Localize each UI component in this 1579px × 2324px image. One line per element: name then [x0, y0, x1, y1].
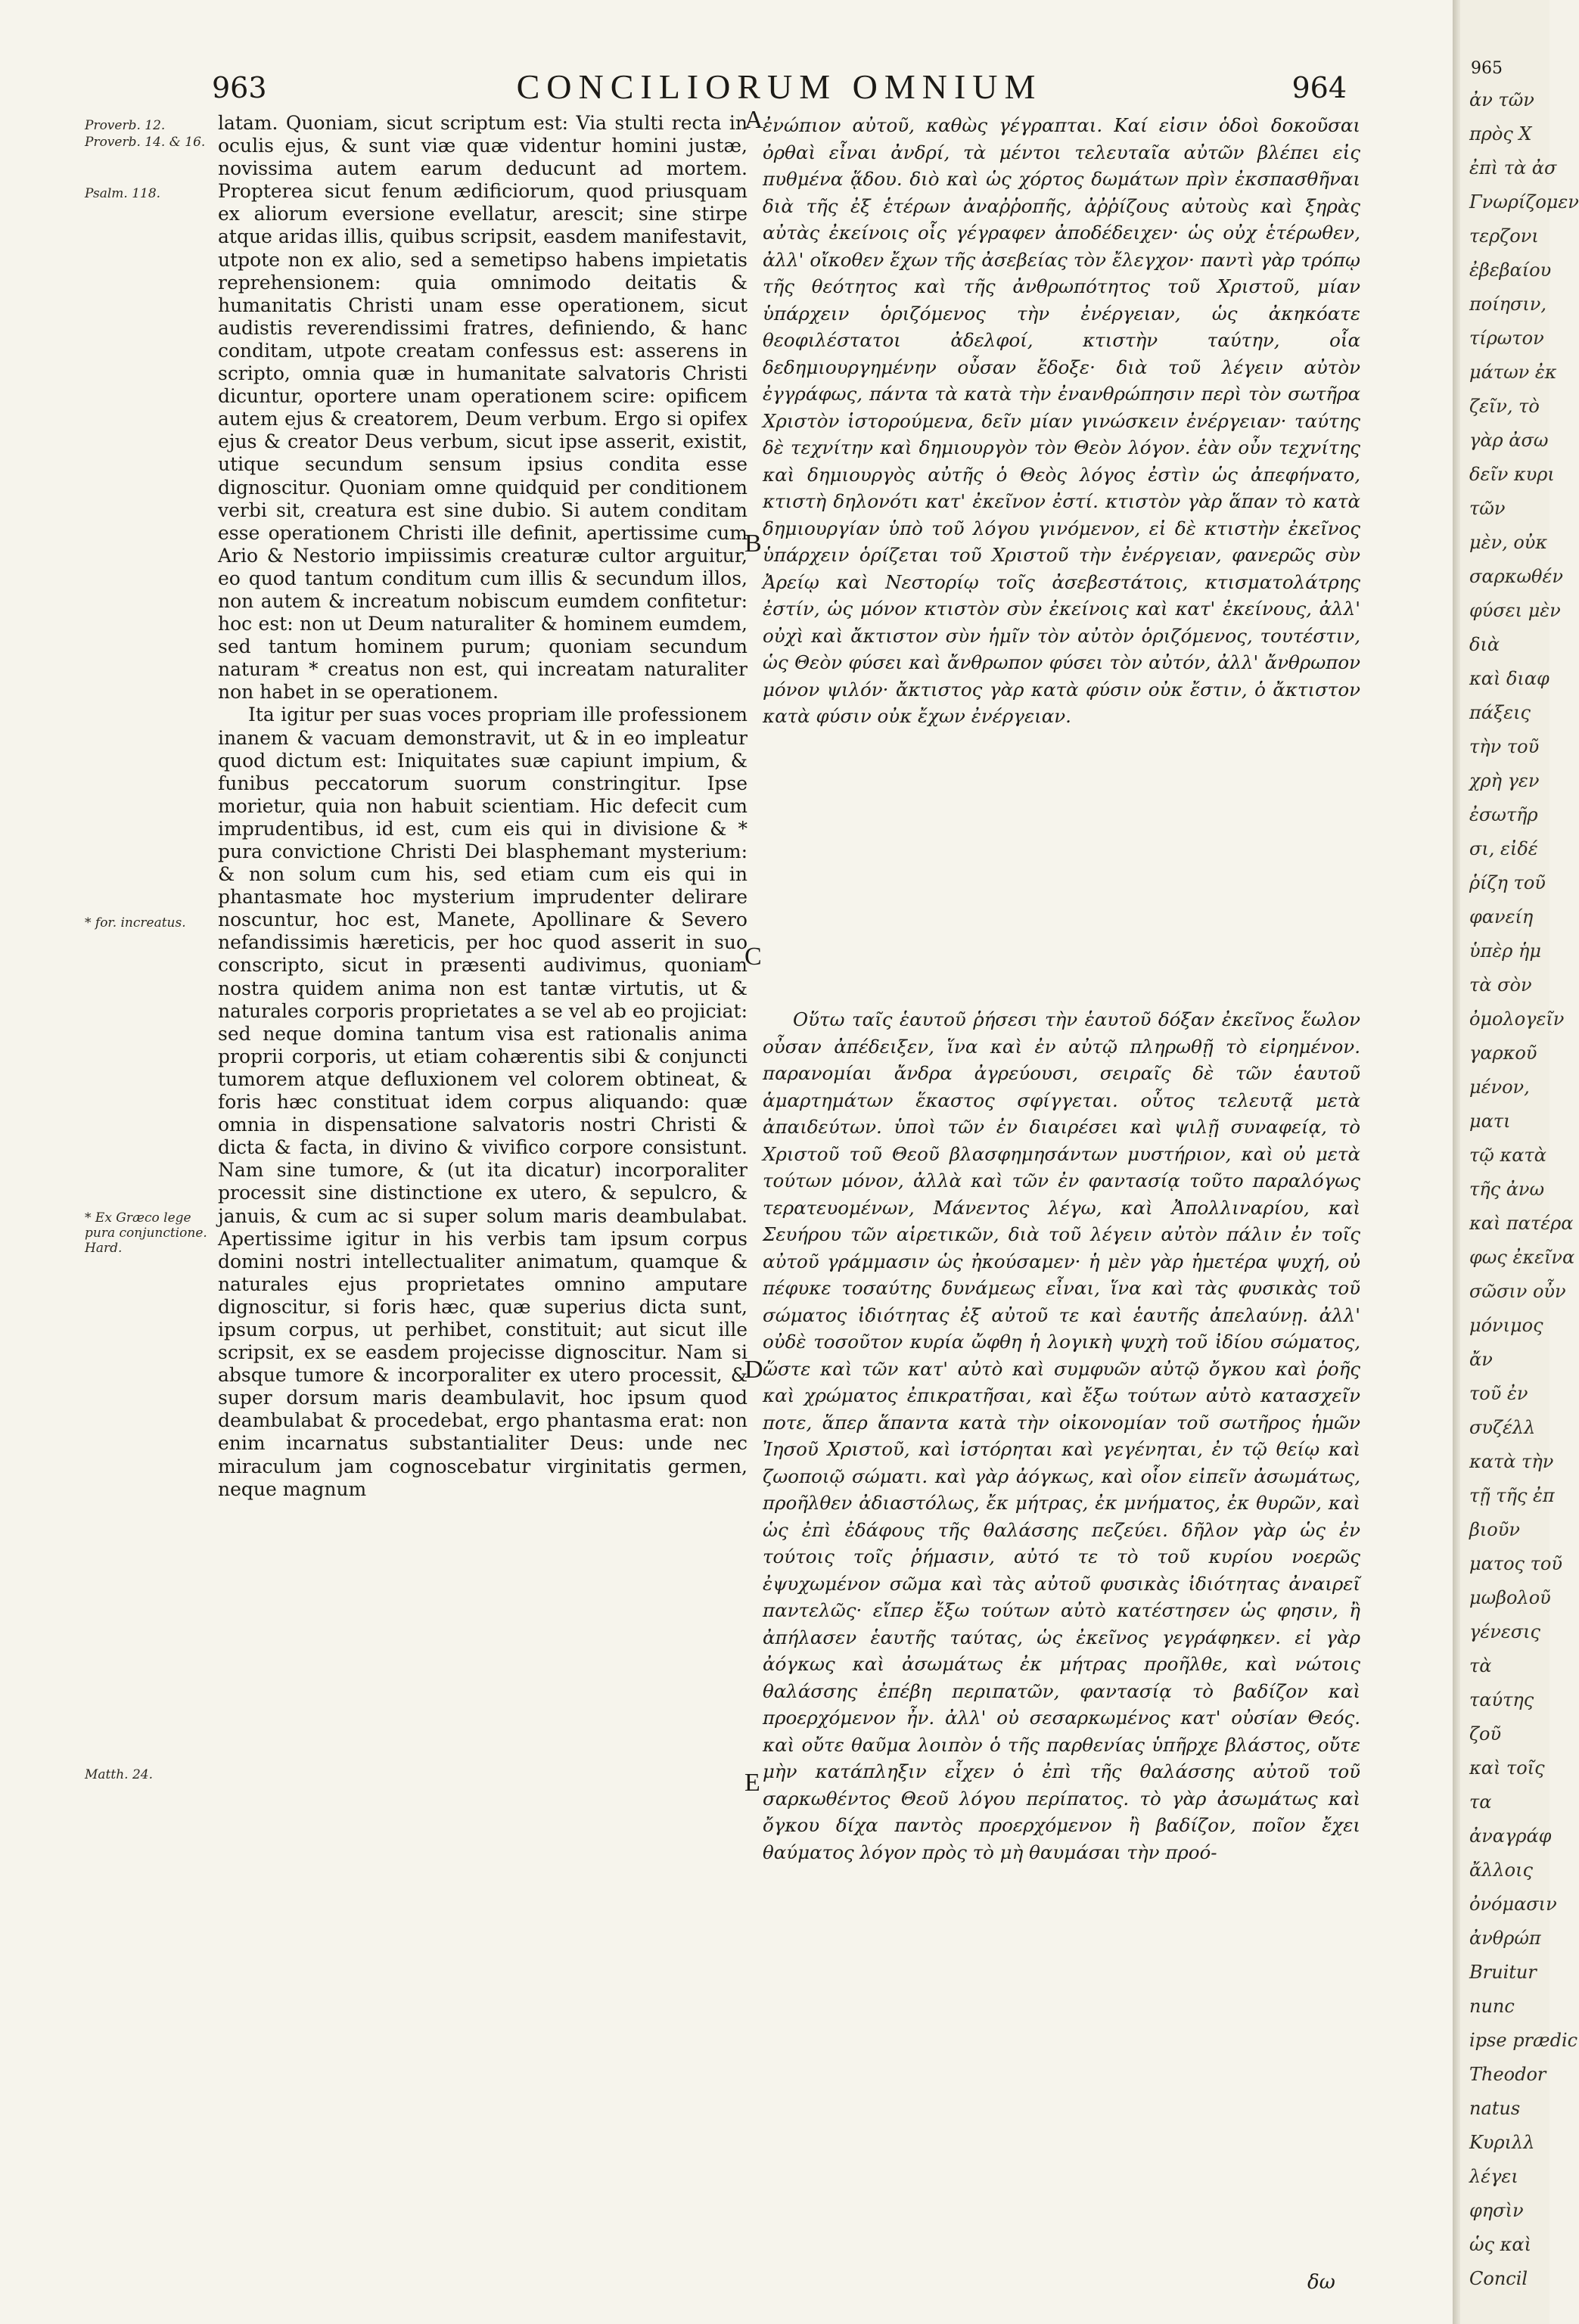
facing-page-line: τα	[1469, 1791, 1492, 1813]
facing-page-line: τὰ σὸν	[1469, 974, 1532, 996]
facing-page-line: ἀναγράφ	[1469, 1825, 1552, 1847]
facing-page-line: κατὰ τὴν	[1469, 1451, 1554, 1472]
facing-page-number: 965	[1471, 59, 1503, 78]
right-page-number: 964	[1291, 71, 1347, 104]
left-page-number: 963	[212, 71, 267, 104]
margin-note-hard: * Ex Græco lege pura conjunctione. Hard.	[85, 1210, 207, 1256]
section-mark-e: E	[744, 1769, 760, 1797]
facing-page-line: ματι	[1469, 1111, 1511, 1132]
facing-page-line: σῶσιν οὖν	[1469, 1281, 1566, 1302]
facing-page-line: τὴν τοῦ	[1469, 736, 1540, 757]
facing-page-line: χρὴ γεν	[1469, 770, 1540, 791]
section-mark-c: C	[744, 943, 762, 971]
facing-page-line: τερζονι	[1469, 225, 1539, 247]
greek-column-bottom	[763, 1006, 1360, 1866]
facing-page-line: μένον,	[1469, 1077, 1530, 1098]
section-mark-a: A	[744, 106, 763, 134]
catchword: δω	[1307, 2271, 1335, 2294]
facing-page-line: γὰρ ἀσω	[1469, 430, 1549, 451]
facing-page-line: ἀνθρώπ	[1469, 1928, 1541, 1949]
running-title: CONCILIORUM OMNIUM	[516, 67, 1043, 106]
facing-page-line: τῇ τῆς ἐπ	[1469, 1485, 1555, 1506]
facing-page-line: ἐπὶ τὰ ἀσ	[1469, 157, 1557, 179]
facing-page-line: ματος τοῦ	[1469, 1553, 1562, 1574]
facing-page-line: ζοῦ	[1469, 1723, 1502, 1745]
facing-page-line: μὲν, οὐκ	[1469, 532, 1548, 553]
facing-page-line: δεῖν κυρι	[1469, 464, 1555, 485]
facing-page-line: ἄλλοις	[1469, 1860, 1533, 1881]
facing-page-line: ταύτης	[1469, 1689, 1534, 1710]
facing-page-line: φύσει μὲν	[1469, 600, 1561, 621]
facing-page-line: μωβολοῦ	[1469, 1587, 1551, 1608]
margin-note-psalm: Psalm. 118.	[85, 186, 161, 201]
facing-page-line: φανείη	[1469, 906, 1534, 927]
facing-page-line: ὑπὲρ ἡμ	[1469, 940, 1541, 962]
facing-page-line: καὶ τοῖς	[1469, 1757, 1545, 1779]
facing-page-line: ἐσωτῆρ	[1469, 804, 1538, 825]
running-header	[212, 67, 1362, 112]
facing-page-line: ποίησιν,	[1469, 294, 1547, 315]
facing-page-line: τῆς ἀνω	[1469, 1179, 1545, 1200]
facing-page-line: καὶ διαφ	[1469, 668, 1549, 689]
facing-page-line: Concil	[1469, 2268, 1528, 2289]
latin-column	[218, 112, 748, 1501]
facing-page-line: γένεσις	[1469, 1621, 1540, 1642]
greek-paragraph: Οὕτω ταῖς ἑαυτοῦ ῥήσεσι τὴν ἑαυτοῦ δόξαν ἐκεῖνος ἕωλον οὖσαν ἀπέδειξεν, ἵνα καὶ ἐν αὐτῷ πληρωθῇ τὸ εἰρημένον. παρανομίαι ἄνδρα ἀγρεύουσι, σειραῖς δὲ τῶν ἑαυτοῦ ἁμαρτημάτων ἕκαστος σφίγγεται. οὗτος τελευτᾷ μετὰ ἀπαιδεύτων. ὑποὶ τῶν ἐν διαιρέσει καὶ ψιλῇ συναφείᾳ, τὸ Χριστοῦ τοῦ Θεοῦ βλασφημησάντων μυστήριον, καὶ οὐ μετὰ τούτων μόνον, ἀλλὰ καὶ τῶν ἐν φαντασίᾳ τοῦτο παραλόγως τερατευομένων, Μάνεντος λέγω, καὶ Ἀπολλιναρίου, καὶ Σευήρου τῶν αἱρετικῶν, διὰ τοῦ λέγειν αὐτὸν πάλιν ἐν τοῖς αὐτοῦ γράμμασιν ὡς ἠκούσαμεν· ἡ μὲν γὰρ ἡμετέρα ψυχή, οὐ πέφυκε τοσαύτης δυνάμεως εἶναι, ἵνα καὶ τὰς φυσικὰς τοῦ σώματος ἰδιότητας ἐξ αὐτοῦ τε καὶ ἑαυτῆς ἀπελαύνῃ. ἀλλ' οὐδὲ τοσοῦτον κυρία ὤφθη ἡ λογικὴ ψυχὴ τοῦ ἰδίου σώματος, ὥστε καὶ τῶν κατ' αὐτὸ καὶ συμφυῶν αὐτῷ ὄγκου καὶ ῥοῆς καὶ χρώματος ἐπικρατῆσαι, καὶ ἔξω τούτων αὐτὸ κατασχεῖν ποτε, ἅπερ ἅπαντα κατὰ τὴν οἰκονομίαν τοῦ σωτῆρος ἡμῶν Ἰησοῦ Χριστοῦ, καὶ ἱστόρηται καὶ γεγένηται, ἐν τῷ θείῳ καὶ ζωοποιῷ σώματι. καὶ γὰρ ἀόγκως, καὶ οἷον εἰπεῖν ἀσωμάτως, προῆλθεν ἀδιαστόλως, ἔκ μήτρας, ἐκ μνήματος, ἐκ θυρῶν, καὶ ὡς ἐπὶ ἐδάφους τῆς θαλάσσης πεζεύει. δῆλον γὰρ ὡς ἐν τούτοις τοῖς ῥήμασιν, αὐτό τε τὸ τοῦ κυρίου νοερῶς ἐψυχωμένον σῶμα καὶ τὰς αὐτοῦ φυσικὰς ἰδιότητας ἀναιρεῖ παντελῶς· εἴπερ ἔξω τούτων αὐτὸ κατέστησεν ὡς φησιν, ἢ ἀπήλασεν ἑαυτῆς ταύτας, ὡς ἐκεῖνος γεγράφηκεν. εἰ γὰρ ἀόγκως καὶ ἀσωμάτως ἐκ μήτρας προῆλθε, καὶ νώτοις θαλάσσης ἐπέβη περιπατῶν, φαντασίᾳ τὸ βαδίζον καὶ προερχόμενον ἦν. ἀλλ' οὐ σεσαρκωμένος κατ' οὐσίαν Θεός. καὶ οὔτε θαῦμα λοιπὸν ὁ τῆς παρθενίας ὑπῆρχε βλάστος, οὔτε μὴν κατάπληξιν εἶχεν ὁ ἐπὶ τῆς θαλάσσης αὐτοῦ τοῦ σαρκωθέντος Θεοῦ λόγου περίπατος. τὸ γὰρ ἀσωμάτως καὶ ὄγκου δίχα παντὸς προερχόμενον ἢ βαδίζον, ποῖον ἔχει θαύματος λόγον πρὸς τὸ μὴ θαυμάσαι τὴν προό-	[763, 1008, 1360, 1863]
section-mark-d: D	[744, 1356, 763, 1384]
facing-page-line: σαρκωθέν	[1469, 566, 1563, 587]
facing-page-line: Bruitur	[1469, 1962, 1537, 1983]
facing-page-line: ζεῖν, τὸ	[1469, 396, 1540, 417]
facing-page-line: πάξεις	[1469, 702, 1531, 723]
facing-page-line: διὰ	[1469, 634, 1500, 655]
facing-page-line: ἄν	[1469, 1349, 1493, 1370]
facing-page-line: τίρωτον	[1469, 328, 1544, 349]
facing-page-line: ὡς καὶ	[1469, 2234, 1531, 2255]
facing-page-line: ῥίζη τοῦ	[1469, 872, 1546, 893]
latin-paragraph: Ita igitur per suas voces propriam ille professionem inanem & vacuam demonstravit, ut & in eo impleatur quod dictum est: Iniquitates suæ capiunt impium, & funibus peccatorum suorum constringitur. Ipse morietur, quia non habuit scientiam. Hic defecit cum imprudentibus, id est, cum eis qui in divisione & * pura convictione Christi Dei blasphemant mysterium: & non solum cum his, sed etiam cum eis qui in phantasmate hoc mysterium imprudenter delirare noscuntur, hoc est, Manete, Apollinare & Severo nefandissimis hæreticis, per hoc quod asserit in suo conscripto, sicut in præsenti audivimus, quoniam nostra quidem anima non est tantæ virtutis, ut & naturales corporis proprietates a se vel ab eo projiciat: sed neque domina tantum visa est rationalis anima proprii corporis, ut etiam cohærentis sibi & conjuncti tumorem atque defluxionem vel colorem obtineat, & foris hæc constituat idem corpus aliquando: quæ omnia in dispensatione salvatoris nostri Christi & dicta & facta, in divino & vivifico corpore consistunt. Nam sine tumore, & (ut ita dicatur) incorporaliter processit sine distinctione ex utero, & sepulcro, & januis, & cum ac si super solum maris deambulabat. Apertissime igitur in his verbis tam ipsum corpus domini nostri intellectualiter animatum, quamque & naturales ejus proprietates omnino amputare dignoscitur, si foris hæc, quæ superius dicta sunt, ipsum corpus, ut perhibet, constituit; aut sicut ille scripsit, ex se easdem projecisse dignoscitur. Nam si absque tumore & incorporaliter ex utero processit, & super dorsum maris deambulavit, hoc ipsum quod deambulabat & procedebat, ergo phantasma erat: non enim incarnatus substantialiter Deus: unde nec miraculum jam cognoscebatur virginitatis germen, neque magnum	[218, 704, 748, 1500]
facing-page-line: τὰ	[1469, 1655, 1492, 1676]
facing-page-line: natus	[1469, 2098, 1521, 2119]
facing-page-line: φως ἐκεῖνα	[1469, 1247, 1575, 1268]
facing-page-line: Κυριλλ	[1469, 2132, 1535, 2153]
facing-page-line: μόνιμος	[1469, 1315, 1543, 1336]
section-mark-b: B	[744, 530, 762, 558]
facing-page-line: γαρκοῦ	[1469, 1042, 1537, 1064]
facing-page-line: ἀν τῶν	[1469, 89, 1534, 110]
facing-page-line: καὶ πατέρα	[1469, 1213, 1574, 1234]
margin-note-proverb-12: Proverb. 12.	[85, 118, 166, 133]
facing-page-line: ὀνόμασιν	[1469, 1894, 1557, 1915]
latin-paragraph: latam. Quoniam, sicut scriptum est: Via stulti recta in oculis ejus, & sunt viæ quæ videntur homini justæ, novissima autem earum deducunt ad mortem. Propterea sicut fenum ædificiorum, quod priusquam ex aliorum eversione evellatur, arescit; sine stirpe atque aridas illis, quibus scripsit, easdem manifestavit, utpote non ex alio, sed a semetipso habens impietatis reprehensionem: quia omnimodo deitatis & humanitatis Christi unam esse operationem, sicut audistis reverendissimi fratres, definiendo, & hanc conditam, utpote creatam confessus est: asserens in scripto, omnia quæ in humanitate salvatoris Christi dicuntur, oportere unam operationem scire: opificem autem ejus & creatorem, Deum verbum. Ergo si opifex ejus & creator Deus verbum, sicut ipse asserit, existit, utique secundum sensum ipsius condita esse dignoscitur. Quoniam omne quidquid per conditionem verbi sit, creatura est sine dubio. Si autem conditam esse operationem Christi ille definit, apertissime cum Ario & Nestorio impiissimis creaturæ cultor arguitur, eo quod tantum conditum cum illis & secundum illos, non autem & increatum nobiscum eumdem confitetur: hoc est: non ut Deum naturaliter & hominem eumdem, sed tantum hominem purum; quoniam secundum naturam * creatus non est, qui increatam naturaliter non habet in se operationem.	[218, 112, 748, 704]
facing-page-line: σι, εἰδέ	[1469, 838, 1538, 859]
facing-page-line: ipse prædic	[1469, 2030, 1578, 2051]
greek-column-top	[763, 112, 1360, 730]
facing-page-line: ὀμολογεῖν	[1469, 1008, 1565, 1030]
facing-page-line: συζέλλ	[1469, 1417, 1536, 1438]
margin-note-proverb-14: Proverb. 14. & 16.	[85, 135, 206, 150]
facing-page-line: πρὸς Χ	[1469, 123, 1532, 144]
facing-page-line: nunc	[1469, 1996, 1515, 2017]
margin-note-matth: Matth. 24.	[85, 1767, 153, 1782]
facing-page-line: βιοῦν	[1469, 1519, 1520, 1540]
margin-note-increatus: * for. increatus.	[85, 915, 186, 931]
book-gutter	[1453, 0, 1460, 2324]
facing-page-line: μάτων ἐκ	[1469, 362, 1557, 383]
facing-page-line: Theodor	[1469, 2064, 1546, 2085]
facing-page-edge	[1460, 0, 1579, 2324]
facing-page-line: ἐβεβαίου	[1469, 259, 1552, 281]
facing-page-line: τῷ κατὰ	[1469, 1145, 1546, 1166]
margin-notes	[85, 112, 213, 2230]
facing-page-line: φησὶν	[1469, 2200, 1524, 2221]
facing-page-line: Γνωρίζομεν	[1469, 191, 1579, 213]
greek-paragraph: ἐνώπιον αὐτοῦ, καθὼς γέγραπται. Καί εἰσιν ὁδοὶ δοκοῦσαι ὀρθαὶ εἶναι ἀνδρί, τὰ μέντοι τελευταῖα αὐτῶν βλέπει εἰς πυθμένα ᾅδου. διὸ καὶ ὡς χόρτος δωμάτων πρὶν ἐκσπασθῆναι διὰ τῆς ἐξ ἑτέρων ἀναῤῥοπῆς, ἀῤῥίζους αὐτοὺς καὶ ξηρὰς αὐτὰς ἐκείνοις οἷς γέγραφεν ἀποδέδειχεν· ὡς οὐχ ἑτέρωθεν, ἀλλ' οἴκοθεν ἔχων τῆς ἀσεβείας τὸν ἔλεγχον· παντὶ γὰρ τρόπῳ τῆς θεότητος καὶ τῆς ἀνθρωπότητος τοῦ Χριστοῦ, μίαν ὑπάρχειν ὁριζόμενος τὴν ἐνέργειαν, ὡς ἀκηκόατε θεοφιλέστατοι ἀδελφοί, κτιστὴν ταύτην, οἷα δεδημιουργημένην οὖσαν ἔδοξε· διὰ τοῦ λέγειν αὐτὸν ἐγγράφως, πάντα τὰ κατὰ τὴν ἐνανθρώπησιν περὶ τὸν σωτῆρα Χριστὸν ἱστορούμενα, δεῖν μίαν γινώσκειν ἐνέργειαν· ταύτης δὲ τεχνίτην καὶ δημιουργὸν τὸν Θεὸν λόγον. ἐὰν οὖν τεχνίτης καὶ δημιουργὸς αὐτῆς ὁ Θεὸς λόγος ἐστὶν ὡς ἀπεφήνατο, κτιστὴ δηλονότι κατ' ἐκεῖνον ἐστί. κτιστὸν γὰρ ἅπαν τὸ κατὰ δημιουργίαν ὑπὸ τοῦ λόγου γινόμενον, εἰ δὲ κτιστὴν ἐκεῖνος ὑπάρχειν ὁρίζεται τοῦ Χριστοῦ τὴν ἐνέργειαν, φανερῶς σὺν Ἀρείῳ καὶ Νεστορίῳ τοῖς ἀσεβεστάτοις, κτισματολάτρης ἐστίν, ὡς μόνον κτιστὸν σὺν ἐκείνοις καὶ κατ' ἐκείνους, ἀλλ' οὐχὶ καὶ ἄκτιστον σὺν ἡμῖν τὸν αὐτὸν ὁριζόμενος, τουτέστιν, ὡς Θεὸν φύσει καὶ ἄνθρωπον φύσει τὸν αὐτόν, ἀλλ' ἄνθρωπον μόνον ψιλόν· ἄκτιστος γὰρ κατὰ φύσιν οὐκ ἔστιν, ὁ ἄκτιστον κατὰ φύσιν οὐκ ἔχων ἐνέργειαν.	[763, 114, 1360, 727]
facing-page-line: τοῦ ἐν	[1469, 1383, 1528, 1404]
facing-page-line: τῶν	[1469, 498, 1506, 519]
facing-page-line: λέγει	[1469, 2166, 1518, 2187]
